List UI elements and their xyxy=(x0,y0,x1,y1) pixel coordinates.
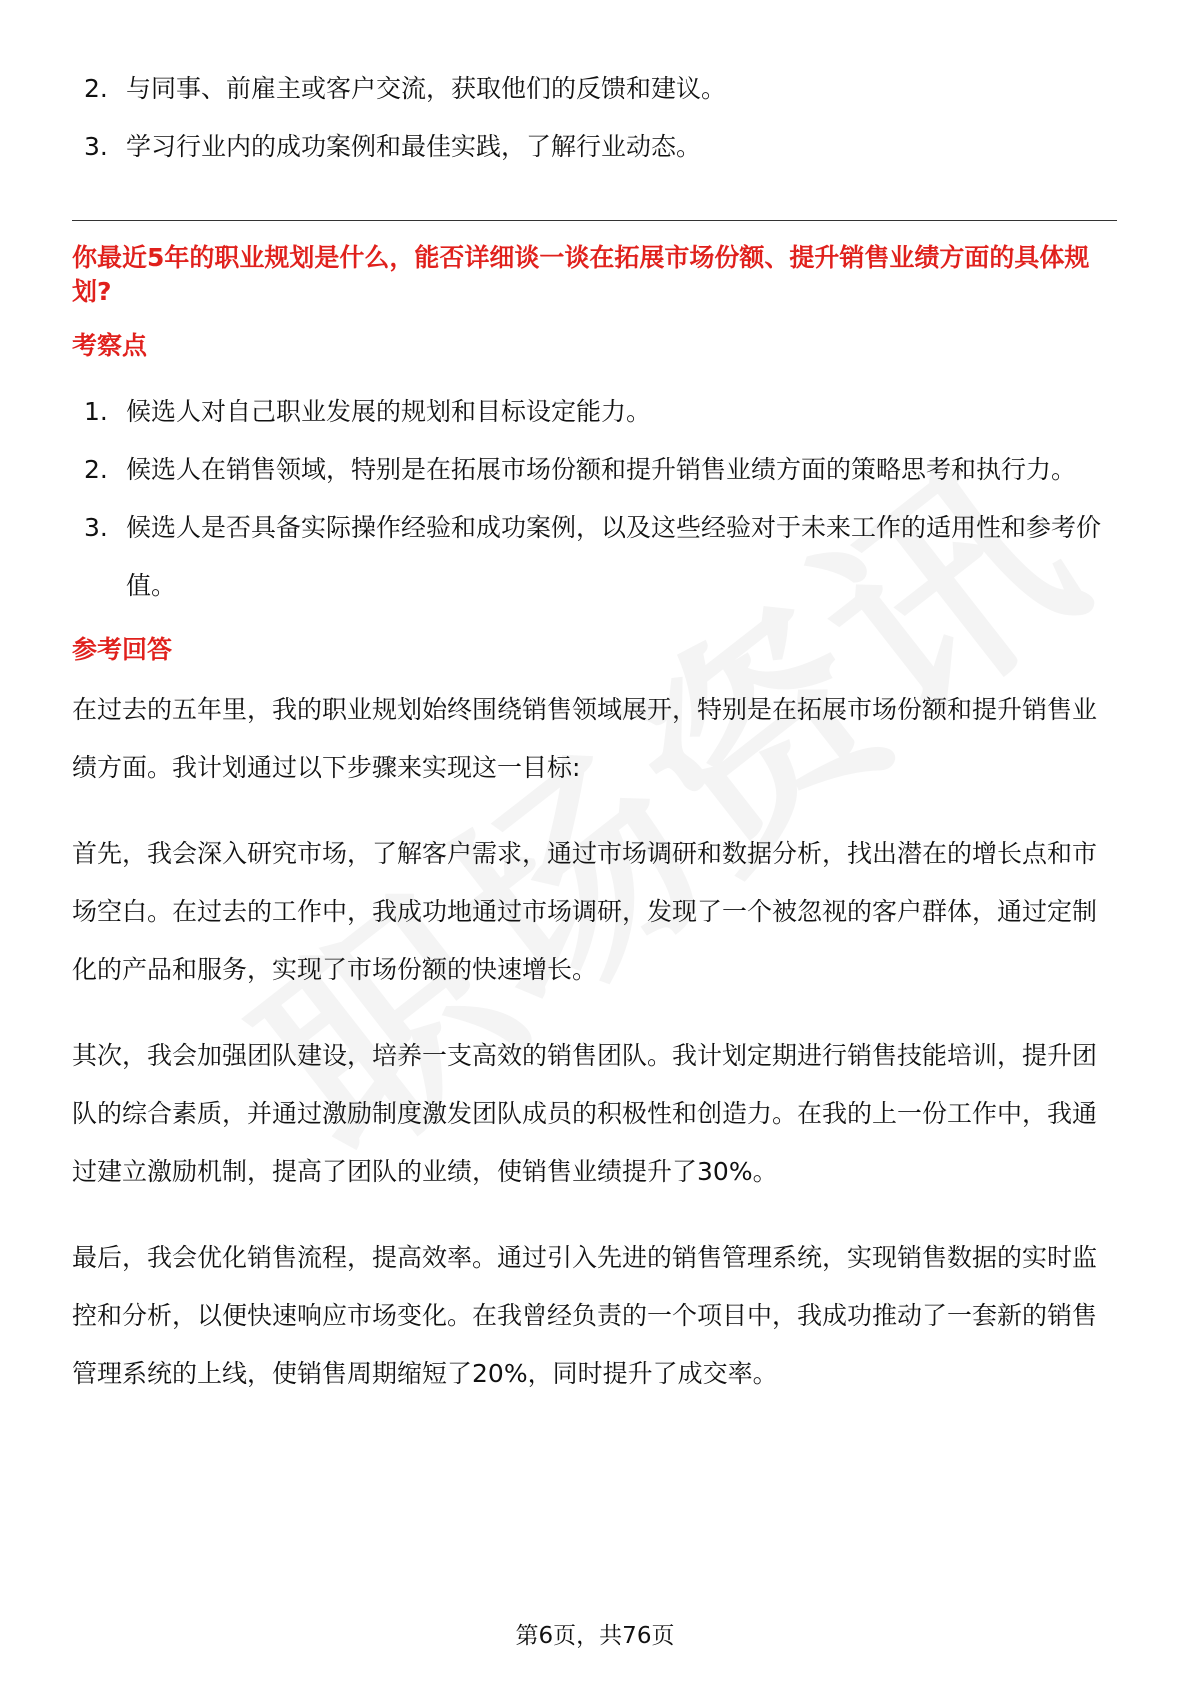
continued-list xyxy=(72,60,1117,176)
answer-paragraph: 最后，我会优化销售流程，提高效率。通过引入先进的销售管理系统，实现销售数据的实时监控和分析，以便快速响应市场变化。在我曾经负责的一个项目中，我成功推动了一套新的销售管理系统的上线，使销售周期缩短了20%，同时提升了成交率。 xyxy=(72,1243,1098,1388)
list-text: 候选人在销售领域，特别是在拓展市场份额和提升销售业绩方面的策略思考和执行力。 xyxy=(126,455,1077,484)
list-item xyxy=(72,383,1117,441)
page-content xyxy=(72,60,1117,1431)
list-text: 与同事、前雇主或客户交流，获取他们的反馈和建议。 xyxy=(126,74,727,103)
answer-heading: 参考回答 xyxy=(72,635,173,664)
list-number: 2. xyxy=(84,74,108,103)
list-item xyxy=(72,499,1117,615)
list-number: 1. xyxy=(84,397,108,426)
list-text: 候选人对自己职业发展的规划和目标设定能力。 xyxy=(126,397,652,426)
list-number: 3. xyxy=(84,513,108,542)
list-item xyxy=(72,118,1117,176)
list-item xyxy=(72,60,1117,118)
criteria-heading: 考察点 xyxy=(72,331,148,360)
list-item xyxy=(72,441,1117,499)
criteria-list xyxy=(72,383,1117,615)
answer-paragraph: 首先，我会深入研究市场，了解客户需求，通过市场调研和数据分析，找出潜在的增长点和市场空白。在过去的工作中，我成功地通过市场调研，发现了一个被忽视的客户群体，通过定制化的产品和服务，实现了市场份额的快速增长。 xyxy=(72,839,1098,984)
list-text: 候选人是否具备实际操作经验和成功案例，以及这些经验对于未来工作的适用性和参考价值。 xyxy=(126,513,1102,600)
answer-paragraph: 在过去的五年里，我的职业规划始终围绕销售领域展开，特别是在拓展市场份额和提升销售业绩方面。我计划通过以下步骤来实现这一目标: xyxy=(72,695,1098,782)
answer-paragraph: 其次，我会加强团队建设，培养一支高效的销售团队。我计划定期进行销售技能培训，提升团队的综合素质，并通过激励制度激发团队成员的积极性和创造力。在我的上一份工作中，我通过建立激励机制，提高了团队的业绩，使销售业绩提升了30%。 xyxy=(72,1041,1098,1186)
interview-question: 你最近5年的职业规划是什么，能否详细谈一谈在拓展市场份额、提升销售业绩方面的具体规划? xyxy=(72,243,1090,306)
page-number: 第6页，共76页 xyxy=(515,1623,675,1649)
list-text: 学习行业内的成功案例和最佳实践，了解行业动态。 xyxy=(126,132,702,161)
list-number: 3. xyxy=(84,132,108,161)
list-number: 2. xyxy=(84,455,108,484)
section-divider xyxy=(72,220,1117,221)
